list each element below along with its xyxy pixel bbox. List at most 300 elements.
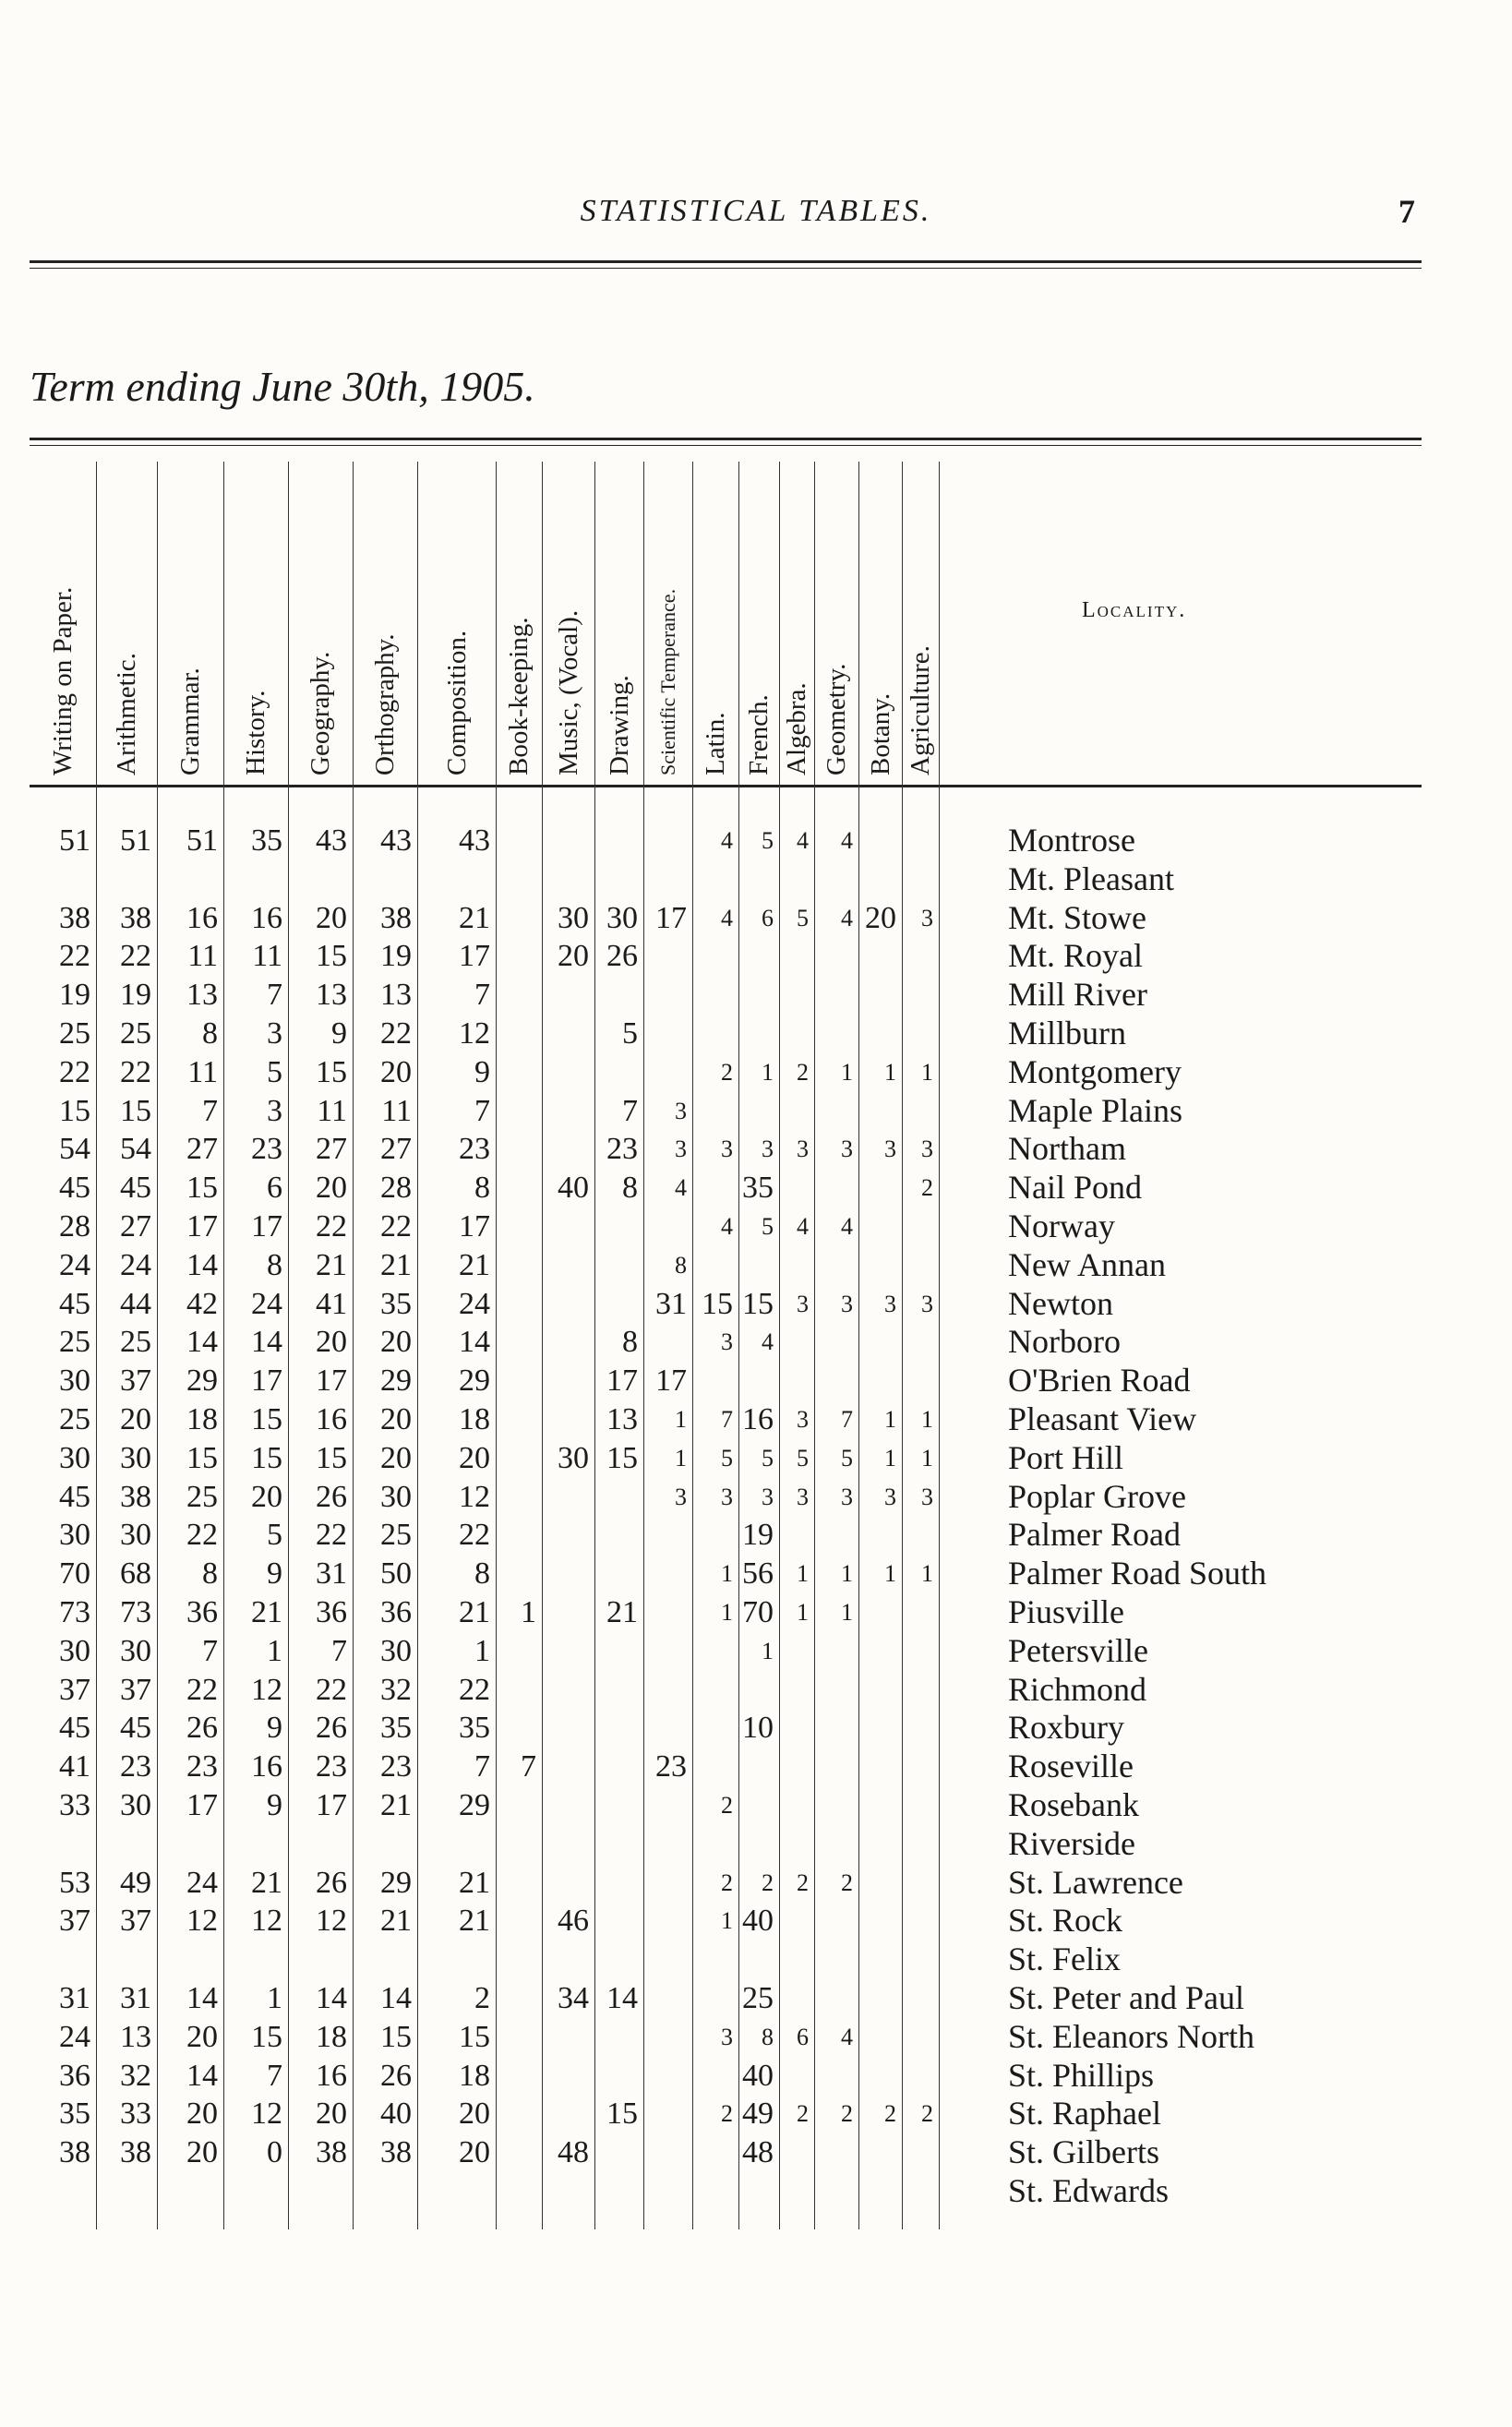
table-cell — [643, 1632, 687, 1671]
table-cell: 1 — [675, 1406, 687, 1433]
table-cell: 1 — [474, 1633, 490, 1668]
table-cell: 14 — [186, 1325, 218, 1360]
table-cell — [353, 860, 412, 899]
table-cell: 12 — [251, 1672, 282, 1707]
column-header: Agriculture. — [906, 645, 935, 775]
table-cell: 31 — [316, 1556, 347, 1592]
table-cell — [902, 2018, 933, 2057]
table-cell: 6 — [797, 2023, 809, 2050]
table-cell — [496, 976, 536, 1015]
table-cell — [496, 860, 536, 899]
table-cell: 33 — [59, 1788, 90, 1822]
table-cell — [594, 1748, 638, 1786]
table-cell: 14 — [186, 1981, 218, 2015]
table-cell: 7 — [721, 1406, 733, 1433]
table-cell: 8 — [474, 1171, 490, 1206]
table-cell — [814, 1516, 853, 1555]
locality-name: St. Raphael — [1008, 2095, 1161, 2133]
table-cell — [542, 2095, 589, 2133]
table-cell: 48 — [558, 2135, 589, 2170]
table-cell: 27 — [380, 1132, 412, 1167]
table-cell: 20 — [186, 2097, 218, 2132]
table-cell — [643, 1516, 687, 1555]
statistics-table — [30, 443, 1422, 2225]
table-cell — [814, 1246, 853, 1285]
table-cell: 17 — [655, 1364, 687, 1399]
table-cell: 26 — [316, 1865, 347, 1900]
term-title: Term ending June 30th, 1905. — [30, 363, 535, 410]
table-cell — [814, 1709, 853, 1748]
locality-name: St. Edwards — [1008, 2172, 1169, 2209]
table-cell: 21 — [459, 900, 490, 935]
table-cell — [858, 1825, 896, 1864]
table-cell — [417, 1825, 490, 1864]
table-cell: 30 — [606, 900, 638, 935]
table-cell — [814, 1786, 853, 1825]
table-row — [30, 2133, 1422, 2172]
table-cell — [496, 1400, 536, 1439]
table-cell — [858, 2133, 896, 2172]
table-cell: 45 — [120, 1711, 151, 1746]
table-cell: 4 — [841, 1213, 853, 1240]
locality-name: Millburn — [1008, 1015, 1127, 1051]
table-cell — [692, 1671, 733, 1710]
table-cell — [594, 1825, 638, 1864]
table-cell — [902, 937, 933, 976]
table-row — [30, 2095, 1422, 2133]
table-cell: 5 — [267, 1054, 282, 1089]
table-cell: 29 — [459, 1364, 490, 1399]
table-cell: 38 — [380, 2135, 412, 2170]
table-cell: 22 — [316, 1209, 347, 1244]
table-cell: 3 — [841, 1483, 853, 1510]
table-cell: 22 — [316, 1518, 347, 1553]
table-cell — [902, 1632, 933, 1671]
table-cell — [542, 1786, 589, 1825]
table-cell: 30 — [120, 1788, 151, 1822]
table-cell — [858, 1940, 896, 1979]
table-cell: 6 — [267, 1171, 282, 1206]
table-cell: 3 — [921, 1290, 933, 1317]
table-cell: 1 — [797, 1599, 809, 1626]
table-cell — [692, 1092, 733, 1131]
table-cell: 38 — [120, 900, 151, 935]
table-cell: 38 — [59, 2135, 90, 2170]
table-cell: 11 — [317, 1093, 347, 1128]
table-cell: 8 — [762, 2023, 774, 2050]
table-cell — [542, 1323, 589, 1362]
table-cell — [496, 1825, 536, 1864]
table-cell — [643, 822, 687, 860]
table-cell: 49 — [120, 1865, 151, 1900]
table-cell — [692, 1632, 733, 1671]
table-cell — [779, 1246, 809, 1285]
table-cell — [594, 1053, 638, 1092]
table-cell: 68 — [120, 1556, 151, 1592]
table-cell — [692, 1940, 733, 1979]
table-cell — [353, 1825, 412, 1864]
table-cell — [858, 1516, 896, 1555]
table-cell: 13 — [380, 978, 412, 1013]
table-cell — [858, 1979, 896, 2018]
locality-name: Petersville — [1008, 1631, 1148, 1669]
table-cell: 5 — [721, 1444, 733, 1472]
table-row — [30, 2018, 1422, 2057]
table-cell: 30 — [120, 1518, 151, 1553]
table-cell: 22 — [186, 1672, 218, 1707]
table-cell — [542, 1516, 589, 1555]
table-cell: 15 — [702, 1286, 733, 1321]
table-cell — [902, 2172, 933, 2211]
table-cell — [779, 1092, 809, 1131]
table-cell: 35 — [459, 1711, 490, 1746]
table-cell: 18 — [459, 2058, 490, 2093]
table-cell — [692, 2172, 733, 2211]
locality-name: Palmer Road South — [1008, 1555, 1266, 1592]
table-cell: 25 — [742, 1981, 774, 2015]
table-cell: 13 — [120, 2019, 151, 2054]
table-cell: 7 — [474, 978, 490, 1013]
table-cell — [496, 1786, 536, 1825]
table-cell — [814, 1825, 853, 1864]
table-cell — [692, 1362, 733, 1400]
table-cell — [30, 1825, 90, 1864]
table-cell: 7 — [474, 1093, 490, 1128]
table-cell: 20 — [251, 1479, 282, 1514]
table-cell — [594, 1671, 638, 1710]
header-rule — [30, 785, 1422, 787]
table-cell — [738, 1362, 774, 1400]
table-row — [30, 860, 1422, 899]
table-cell: 29 — [459, 1788, 490, 1822]
table-cell — [643, 2133, 687, 2172]
table-cell: 41 — [316, 1286, 347, 1321]
table-row — [30, 1323, 1422, 1362]
locality-name: Pleasant View — [1008, 1400, 1197, 1437]
table-cell — [814, 1169, 853, 1207]
table-cell: 17 — [186, 1788, 218, 1822]
locality-name: St. Felix — [1008, 1940, 1122, 1978]
table-cell — [542, 1015, 589, 1053]
table-cell — [738, 1786, 774, 1825]
table-cell: 1 — [841, 1560, 853, 1588]
table-cell: 15 — [186, 1171, 218, 1206]
table-cell: 28 — [59, 1209, 90, 1244]
table-cell: 40 — [742, 1904, 774, 1939]
table-cell: 1 — [884, 1444, 896, 1472]
table-cell — [496, 1053, 536, 1092]
table-cell: 31 — [655, 1286, 687, 1321]
table-cell — [223, 2172, 282, 2211]
table-cell: 30 — [120, 1633, 151, 1668]
table-cell — [496, 2057, 536, 2096]
table-cell: 9 — [474, 1054, 490, 1089]
table-cell: 27 — [186, 1132, 218, 1167]
table-cell: 2 — [721, 1792, 733, 1819]
table-cell — [779, 860, 809, 899]
table-cell: 15 — [316, 1054, 347, 1089]
table-cell: 1 — [921, 1560, 933, 1588]
table-cell: 2 — [841, 2100, 853, 2128]
table-cell: 28 — [380, 1171, 412, 1206]
table-cell: 5 — [797, 904, 809, 931]
table-cell: 3 — [884, 1483, 896, 1510]
table-cell: 40 — [558, 1171, 589, 1206]
table-cell: 1 — [721, 1599, 733, 1626]
table-cell: 36 — [380, 1595, 412, 1629]
table-cell: 22 — [459, 1672, 490, 1707]
table-cell — [779, 1516, 809, 1555]
locality-name: Roxbury — [1008, 1709, 1124, 1747]
table-cell: 9 — [267, 1556, 282, 1592]
table-cell: 8 — [202, 1556, 218, 1592]
table-cell: 19 — [120, 978, 151, 1013]
table-cell: 17 — [459, 939, 490, 974]
table-cell — [814, 1323, 853, 1362]
table-cell — [902, 1092, 933, 1131]
locality-name: Montgomery — [1008, 1052, 1182, 1090]
table-cell: 38 — [120, 1479, 151, 1514]
table-cell — [738, 1246, 774, 1285]
table-cell — [542, 1400, 589, 1439]
table-cell: 31 — [120, 1981, 151, 2015]
table-row — [30, 1516, 1422, 1555]
table-cell — [594, 1786, 638, 1825]
table-cell — [96, 1940, 151, 1979]
table-cell: 7 — [202, 1093, 218, 1128]
table-cell: 37 — [59, 1672, 90, 1707]
table-cell — [902, 2057, 933, 2096]
locality-name: Mill River — [1008, 976, 1147, 1014]
table-cell: 4 — [721, 1213, 733, 1240]
locality-name: Poplar Grove — [1008, 1477, 1186, 1515]
column-header: Drawing. — [604, 675, 634, 775]
table-cell: 2 — [797, 1058, 809, 1086]
table-cell — [902, 1979, 933, 2018]
table-row — [30, 1285, 1422, 1324]
locality-name: Mt. Stowe — [1008, 898, 1147, 936]
table-cell — [643, 1593, 687, 1632]
locality-name: Norboro — [1008, 1323, 1121, 1361]
table-cell — [288, 2172, 347, 2211]
table-cell — [858, 1207, 896, 1246]
table-cell — [417, 2172, 490, 2211]
table-cell — [902, 1207, 933, 1246]
table-cell — [902, 822, 933, 860]
table-cell — [738, 1671, 774, 1710]
table-cell: 8 — [622, 1325, 638, 1360]
table-cell — [496, 1092, 536, 1131]
table-cell — [594, 2172, 638, 2211]
table-row — [30, 1825, 1422, 1864]
table-cell: 1 — [762, 1637, 774, 1664]
table-cell: 4 — [762, 1328, 774, 1356]
table-cell: 35 — [59, 2097, 90, 2132]
table-cell — [496, 1169, 536, 1207]
table-row — [30, 937, 1422, 976]
table-cell — [496, 2095, 536, 2133]
table-cell: 12 — [316, 1904, 347, 1939]
locality-name: New Annan — [1008, 1245, 1166, 1283]
table-cell: 14 — [380, 1981, 412, 2015]
table-cell: 7 — [622, 1093, 638, 1128]
table-cell — [902, 976, 933, 1015]
column-header: Latin. — [701, 712, 730, 775]
table-cell: 24 — [186, 1865, 218, 1900]
table-cell: 45 — [59, 1286, 90, 1321]
column-header: Algebra. — [782, 682, 811, 775]
table-cell: 1 — [841, 1599, 853, 1626]
table-cell: 3 — [921, 1483, 933, 1510]
table-cell: 27 — [316, 1132, 347, 1167]
table-cell — [643, 2018, 687, 2057]
table-cell — [814, 1748, 853, 1786]
table-cell — [496, 1979, 536, 2018]
table-cell — [902, 1246, 933, 1285]
locality-name: Piusville — [1008, 1593, 1125, 1630]
table-cell — [858, 1864, 896, 1903]
table-cell: 11 — [381, 1093, 412, 1128]
table-cell: 11 — [187, 939, 218, 974]
table-cell: 1 — [884, 1406, 896, 1433]
table-cell — [858, 976, 896, 1015]
table-cell: 3 — [762, 1483, 774, 1510]
table-cell: 8 — [267, 1247, 282, 1282]
table-row — [30, 1632, 1422, 1671]
table-cell — [902, 1825, 933, 1864]
table-cell: 21 — [380, 1788, 412, 1822]
column-header: Scientific Temperance. — [655, 588, 679, 775]
table-cell — [902, 1902, 933, 1940]
table-cell: 1 — [884, 1058, 896, 1086]
table-cell — [594, 1709, 638, 1748]
table-cell — [496, 1864, 536, 1903]
table-cell — [902, 2133, 933, 2172]
table-cell: 27 — [120, 1209, 151, 1244]
table-cell: 3 — [921, 1135, 933, 1163]
table-cell — [496, 1709, 536, 1748]
table-row — [30, 1555, 1422, 1593]
table-cell — [157, 860, 218, 899]
table-cell: 23 — [316, 1749, 347, 1784]
table-cell: 2 — [797, 1868, 809, 1896]
table-cell: 15 — [606, 1440, 638, 1475]
table-cell: 21 — [606, 1595, 638, 1629]
table-cell: 49 — [742, 2097, 774, 2132]
table-cell — [643, 1323, 687, 1362]
table-cell: 21 — [251, 1865, 282, 1900]
table-cell — [496, 1671, 536, 1710]
table-cell: 7 — [841, 1406, 853, 1433]
table-cell: 22 — [186, 1518, 218, 1553]
table-cell: 1 — [884, 1560, 896, 1588]
table-cell: 46 — [558, 1904, 589, 1939]
table-cell — [858, 1323, 896, 1362]
locality-name: St. Phillips — [1008, 2056, 1155, 2094]
table-cell: 25 — [59, 1402, 90, 1436]
table-cell — [594, 860, 638, 899]
table-cell: 25 — [120, 1016, 151, 1051]
table-cell — [496, 1015, 536, 1053]
table-cell — [594, 1864, 638, 1903]
table-cell: 43 — [316, 823, 347, 858]
table-cell: 15 — [251, 2019, 282, 2054]
table-cell — [643, 1555, 687, 1593]
table-cell — [496, 1902, 536, 1940]
table-cell: 24 — [120, 1247, 151, 1282]
table-cell — [902, 1709, 933, 1748]
table-cell — [496, 1323, 536, 1362]
table-cell: 8 — [202, 1016, 218, 1051]
table-cell: 73 — [120, 1595, 151, 1629]
table-cell — [542, 822, 589, 860]
table-cell: 19 — [742, 1518, 774, 1553]
page-number: 7 — [1398, 193, 1415, 230]
table-cell: 8 — [675, 1251, 687, 1279]
table-cell: 4 — [797, 1213, 809, 1240]
table-cell — [814, 1940, 853, 1979]
table-cell: 12 — [459, 1016, 490, 1051]
table-cell — [643, 976, 687, 1015]
table-cell — [738, 2172, 774, 2211]
table-cell: 40 — [380, 2097, 412, 2132]
table-cell: 1 — [921, 1444, 933, 1472]
table-cell: 7 — [267, 978, 282, 1013]
table-cell — [594, 1285, 638, 1324]
table-cell: 45 — [59, 1171, 90, 1206]
table-cell: 16 — [186, 900, 218, 935]
table-cell — [542, 1632, 589, 1671]
table-cell: 22 — [59, 939, 90, 974]
table-cell — [692, 1246, 733, 1285]
table-row — [30, 1748, 1422, 1786]
table-cell — [30, 860, 90, 899]
table-cell: 45 — [120, 1171, 151, 1206]
table-cell: 22 — [380, 1209, 412, 1244]
table-cell — [643, 1053, 687, 1092]
table-cell: 30 — [380, 1479, 412, 1514]
table-cell — [779, 1979, 809, 2018]
table-cell — [542, 976, 589, 1015]
table-cell — [858, 2057, 896, 2096]
table-cell: 25 — [380, 1518, 412, 1553]
table-cell — [594, 1902, 638, 1940]
table-cell: 17 — [251, 1364, 282, 1399]
table-cell: 26 — [316, 1479, 347, 1514]
locality-name: Port Hill — [1008, 1438, 1124, 1476]
table-cell — [594, 1555, 638, 1593]
table-cell: 15 — [606, 2097, 638, 2132]
table-cell: 20 — [558, 939, 589, 974]
table-cell: 24 — [251, 1286, 282, 1321]
table-cell: 3 — [797, 1290, 809, 1317]
table-cell — [858, 2018, 896, 2057]
table-row — [30, 1671, 1422, 1710]
table-cell — [858, 1786, 896, 1825]
table-cell — [858, 822, 896, 860]
table-cell — [542, 860, 589, 899]
table-cell — [779, 1786, 809, 1825]
locality-name: St. Peter and Paul — [1008, 1979, 1244, 2016]
table-cell — [542, 1671, 589, 1710]
table-cell: 22 — [120, 939, 151, 974]
table-cell — [157, 2172, 218, 2211]
table-cell — [814, 1979, 853, 2018]
locality-name: O'Brien Road — [1008, 1362, 1191, 1400]
table-cell: 22 — [380, 1016, 412, 1051]
table-cell: 48 — [742, 2135, 774, 2170]
table-cell: 15 — [59, 1093, 90, 1128]
